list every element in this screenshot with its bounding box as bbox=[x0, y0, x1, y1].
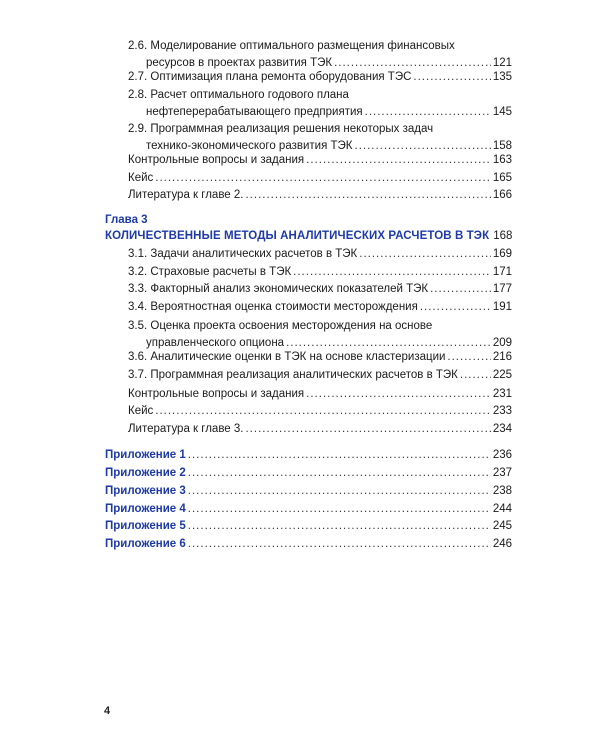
toc-entry-text: 3.2. Страховые расчеты в ТЭК bbox=[128, 266, 292, 278]
toc-entry-text: Кейс bbox=[128, 172, 154, 184]
toc-entry-text: управленческого опциона bbox=[146, 337, 285, 349]
appendix-label: Приложение 5 bbox=[105, 520, 186, 532]
toc-entry-text: Кейс bbox=[128, 405, 154, 417]
appendix-label: Приложение 2 bbox=[105, 467, 186, 479]
toc-entry-2-9[interactable] bbox=[128, 121, 512, 155]
toc-page-number: 135 bbox=[492, 71, 512, 83]
toc-entry-text: 3.1. Задачи аналитических расчетов в ТЭК bbox=[128, 248, 358, 260]
leader-dots bbox=[365, 104, 491, 121]
leader-dots bbox=[359, 246, 491, 263]
toc-entry-text: 2.9. Программная реализация решения некоторых задач bbox=[128, 123, 434, 135]
toc-page-number: 145 bbox=[492, 106, 512, 118]
leader-dots bbox=[245, 187, 490, 204]
toc-entry-text: 2.8. Расчет оптимального годового плана bbox=[128, 89, 349, 101]
leader-dots bbox=[188, 518, 491, 535]
toc-page-number: 244 bbox=[492, 503, 512, 515]
leader-dots bbox=[413, 69, 490, 86]
toc-entry-3-7[interactable] bbox=[128, 367, 512, 384]
toc-page-number: 191 bbox=[492, 301, 512, 313]
chapter-title: КОЛИЧЕСТВЕННЫЕ МЕТОДЫ АНАЛИТИЧЕСКИХ РАСЧЕТОВ В ТЭК bbox=[105, 230, 490, 242]
toc-chapter-3-title[interactable] bbox=[105, 228, 512, 245]
toc-appendix-4[interactable] bbox=[105, 501, 512, 518]
toc-appendix-3[interactable] bbox=[105, 483, 512, 500]
toc-appendix-1[interactable] bbox=[105, 447, 512, 464]
toc-appendix-5[interactable] bbox=[105, 518, 512, 535]
toc-page-number: 231 bbox=[492, 388, 512, 400]
toc-entry-text: 3.6. Аналитические оценки в ТЭК на основе кластеризации bbox=[128, 351, 446, 363]
leader-dots bbox=[447, 349, 490, 366]
toc-entry-text: Контрольные вопросы и задания bbox=[128, 388, 305, 400]
toc-page-number: 166 bbox=[492, 189, 512, 201]
appendix-label: Приложение 6 bbox=[105, 538, 186, 550]
toc-page-number: 163 bbox=[492, 154, 512, 166]
toc-entry-text: 3.3. Факторный анализ экономических показателей ТЭК bbox=[128, 283, 429, 295]
toc-entry-text: 3.4. Вероятностная оценка стоимости месторождения bbox=[128, 301, 418, 313]
toc-appendix-2[interactable] bbox=[105, 465, 512, 482]
leader-dots bbox=[188, 536, 491, 553]
toc-page-number: 121 bbox=[492, 57, 512, 69]
appendix-label: Приложение 1 bbox=[105, 449, 186, 461]
leader-dots bbox=[188, 465, 491, 482]
leader-dots bbox=[306, 386, 491, 403]
toc-entry-text: нефтеперерабатывающего предприятия bbox=[146, 106, 363, 118]
page-number: 4 bbox=[104, 705, 111, 717]
leader-dots bbox=[430, 281, 491, 298]
toc-page-number: 237 bbox=[492, 467, 512, 479]
toc-page-number: 171 bbox=[492, 266, 512, 278]
leader-dots bbox=[188, 447, 491, 464]
toc-page-number: 169 bbox=[492, 248, 512, 260]
toc-page-number: 216 bbox=[492, 351, 512, 363]
leader-dots bbox=[306, 152, 491, 169]
toc-page-number: 165 bbox=[492, 172, 512, 184]
toc-entry-3-6[interactable] bbox=[128, 349, 512, 366]
toc-entry-3-1[interactable] bbox=[128, 246, 512, 263]
toc-entry-text: Контрольные вопросы и задания bbox=[128, 154, 305, 166]
toc-entry-text: Литература к главе 2. bbox=[128, 189, 244, 201]
toc-entry-3-4[interactable] bbox=[128, 299, 512, 316]
toc-page-number: 225 bbox=[492, 369, 512, 381]
leader-dots bbox=[155, 403, 491, 420]
toc-page-number: 238 bbox=[492, 485, 512, 497]
toc-entry-3-2[interactable] bbox=[128, 264, 512, 281]
toc-appendix-6[interactable] bbox=[105, 536, 512, 553]
toc-page-number: 177 bbox=[492, 283, 512, 295]
toc-entry-text: 3.5. Оценка проекта освоения месторождения на основе bbox=[128, 320, 433, 332]
toc-entry-3-5[interactable] bbox=[128, 318, 512, 352]
toc-entry-text: ресурсов в проектах развития ТЭК bbox=[146, 57, 333, 69]
toc-page-number: 246 bbox=[492, 538, 512, 550]
toc-entry-literature-2[interactable] bbox=[128, 187, 512, 204]
toc-entry-case-2[interactable] bbox=[128, 170, 512, 187]
toc-entry-text: 2.6. Моделирование оптимального размещения финансовых bbox=[128, 40, 455, 52]
toc-entry-3-3[interactable] bbox=[128, 281, 512, 298]
toc-page-number: 245 bbox=[492, 520, 512, 532]
toc-page-number: 168 bbox=[493, 230, 513, 242]
leader-dots bbox=[293, 264, 491, 281]
toc-page-number: 209 bbox=[492, 337, 512, 349]
chapter-label: Глава 3 bbox=[105, 214, 148, 226]
toc-page-number: 236 bbox=[492, 449, 512, 461]
appendix-label: Приложение 3 bbox=[105, 485, 186, 497]
toc-entry-text: 2.7. Оптимизация плана ремонта оборудования ТЭС bbox=[128, 71, 412, 83]
leader-dots bbox=[420, 299, 491, 316]
leader-dots bbox=[245, 421, 490, 438]
leader-dots bbox=[188, 483, 491, 500]
toc-entry-2-6[interactable] bbox=[128, 38, 512, 72]
toc-entry-text: Литература к главе 3. bbox=[128, 423, 244, 435]
toc-entry-literature-3[interactable] bbox=[128, 421, 512, 438]
toc-page-number: 234 bbox=[492, 423, 512, 435]
toc-entry-2-7[interactable] bbox=[128, 69, 512, 86]
leader-dots bbox=[155, 170, 491, 187]
toc-page-number: 158 bbox=[492, 140, 512, 152]
toc-page-number: 233 bbox=[492, 405, 512, 417]
toc-entry-questions-3[interactable] bbox=[128, 386, 512, 403]
toc-entry-2-8[interactable] bbox=[128, 87, 512, 121]
toc-entry-case-3[interactable] bbox=[128, 403, 512, 420]
leader-dots bbox=[460, 367, 491, 384]
appendix-label: Приложение 4 bbox=[105, 503, 186, 515]
leader-dots bbox=[188, 501, 491, 518]
toc-entry-questions-2[interactable] bbox=[128, 152, 512, 169]
toc-entry-text: 3.7. Программная реализация аналитических расчетов в ТЭК bbox=[128, 369, 458, 381]
toc-entry-text: технико-экономического развития ТЭК bbox=[146, 140, 353, 152]
